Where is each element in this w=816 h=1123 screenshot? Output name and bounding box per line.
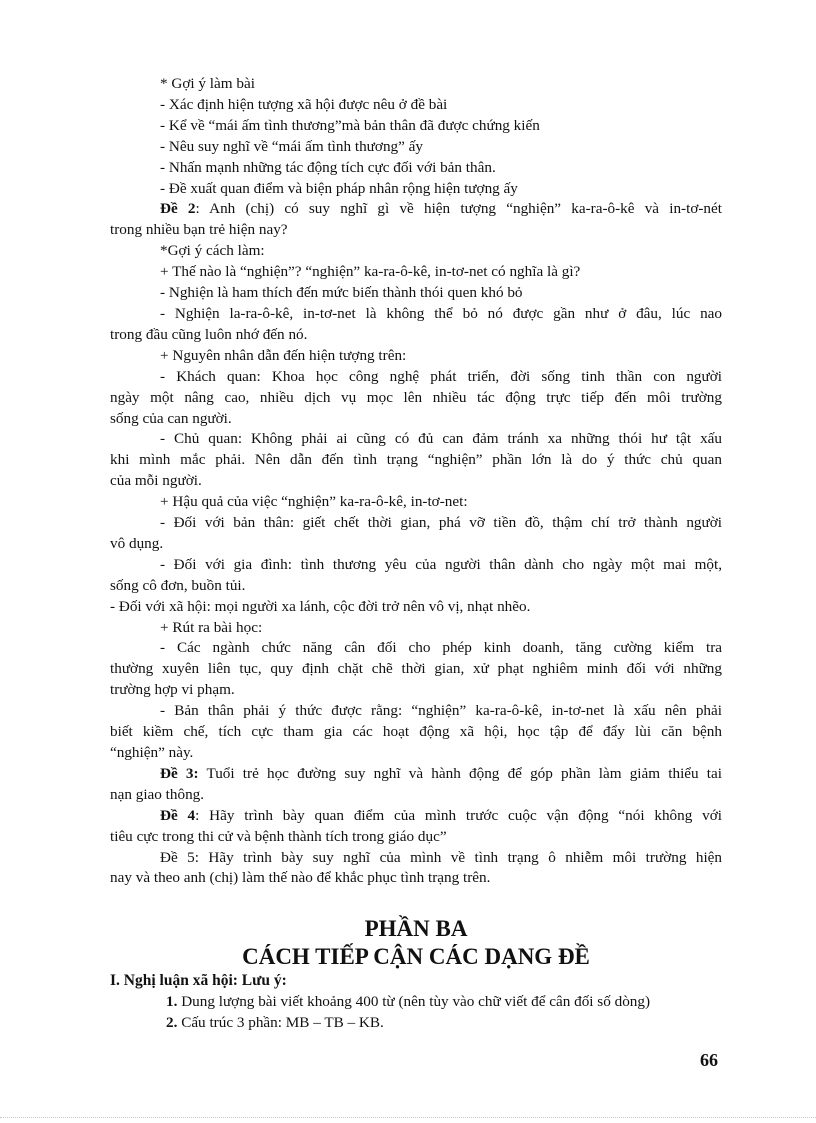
de2-q2: + Nguyên nhân dẫn đến hiện tượng trên:	[160, 346, 407, 364]
hint-line: - Nhấn mạnh những tác động tích cực đối với bản thân.	[160, 158, 496, 176]
de2-q4: + Rút ra bài học:	[160, 618, 263, 636]
de4-question: Đề 4: Hãy trình bày quan điểm của mình trước cuộc vận động “nói không với	[160, 806, 722, 824]
de5-question: Đề 5: Hãy trình bày suy nghĩ của mình về tình trạng ô nhiễm môi trường hiện	[160, 848, 722, 866]
de2-question-cont: trong nhiều bạn trẻ hiện nay?	[110, 221, 288, 239]
de2-c2-cont: khi mình mắc phải. Nên dẫn đến tình trạng “nghiện” phần lớn là do ý thức chủ quan	[110, 451, 722, 469]
de2-c2: - Chủ quan: Không phải ai cũng có đủ can đảm tránh xa những thói hư tật xấu	[160, 430, 722, 448]
section-item-1: 1. Dung lượng bài viết khoảng 400 từ (nên tùy vào chữ viết để cân đối số dòng)	[166, 993, 651, 1011]
de4-label: Đề 4	[160, 806, 196, 824]
de2-h1-cont: vô dụng.	[110, 534, 164, 552]
de2-question: Đề 2: Anh (chị) có suy nghĩ gì về hiện tượng “nghiện” ka-ra-ô-kê và in-tơ-nét	[160, 200, 722, 218]
hint-line: - Xác định hiện tượng xã hội được nêu ở đề bài	[160, 95, 448, 113]
de2-r1-end: trường hợp vi phạm.	[110, 681, 235, 699]
section-item-2: 2. Cấu trúc 3 phần: MB – TB – KB.	[166, 1014, 384, 1032]
de2-r2-end: “nghiện” này.	[110, 744, 194, 761]
de2-c1-end: sống của can người.	[110, 409, 232, 427]
hint-line: - Nêu suy nghĩ về “mái ấm tình thương” ấy	[160, 137, 424, 155]
de2-hint-title: *Gợi ý cách làm:	[160, 242, 265, 260]
de2-d1: - Nghiện là ham thích đến mức biến thành thói quen khó bỏ	[160, 284, 523, 302]
de2-c1-cont: ngày một nâng cao, nhiều dịch vụ mọc lên nhiều tác động trực tiếp đến môi trường	[110, 388, 722, 406]
de2-r2-cont: biết kiềm chế, tích cực tham gia các hoạt động xã hội, học tập để đẩy lùi căn bệnh	[110, 723, 722, 741]
de2-c2-end: của mỗi người.	[110, 472, 202, 490]
de2-r1: - Các ngành chức năng cân đối cho phép kinh doanh, tăng cường kiểm tra	[160, 639, 722, 657]
de2-d2: - Nghiện la-ra-ô-kê, in-tơ-net là không thể bỏ nó được gần như ở đâu, lúc nao	[160, 304, 722, 322]
de2-q3: + Hậu quả của việc “nghiện” ka-ra-ô-kê, in-tơ-net:	[160, 493, 468, 511]
de5-question-cont: nay và theo anh (chị) làm thế nào để khắc phục tình trạng trên.	[110, 869, 491, 887]
de2-h3: - Đối với xã hội: mọi người xa lánh, cộc đời trở nên vô vị, nhạt nhẽo.	[110, 597, 531, 615]
de2-r1-cont: thường xuyên liên tục, quy định chặt chẽ thời gian, xử phạt nghiêm minh đối với những	[110, 660, 722, 678]
hint-heading: * Gợi ý làm bài	[160, 75, 255, 92]
page-bottom-border	[0, 1117, 816, 1118]
hint-line: - Đề xuất quan điểm và biện pháp nhân rộng hiện tượng ấy	[160, 179, 518, 197]
de2-d2-cont: trong đầu cũng luôn nhớ đến nó.	[110, 325, 308, 343]
spacer	[110, 889, 722, 915]
de4-question-cont: tiêu cực trong thi cử và bệnh thành tích trong giáo dục”	[110, 827, 447, 845]
de2-h2: - Đối với gia đình: tình thương yêu của người thân dành cho ngày một mai một,	[160, 555, 722, 573]
de2-r2: - Bản thân phải ý thức được rằng: “nghiện” ka-ra-ô-kê, in-tơ-net là xấu nên phải	[160, 702, 722, 720]
part-subtitle: CÁCH TIẾP CẬN CÁC DẠNG ĐỀ	[242, 944, 590, 970]
de2-c1: - Khách quan: Khoa học công nghệ phát triển, đời sống tinh thần con người	[160, 367, 722, 385]
de2-q1: + Thế nào là “nghiện”? “nghiện” ka-ra-ô-kê, in-tơ-net có nghĩa là gì?	[160, 263, 581, 281]
page-number: 66	[700, 1050, 718, 1070]
de3-question: Đề 3: Tuổi trẻ học đường suy nghĩ và hành động để góp phần làm giảm thiểu tai	[160, 764, 722, 782]
de3-label: Đề 3:	[160, 764, 199, 782]
part-title: PHẦN BA	[364, 916, 468, 942]
de3-question-cont: nạn giao thông.	[110, 785, 205, 803]
section-heading: I. Nghị luận xã hội: Lưu ý:	[110, 972, 287, 990]
de2-h1: - Đối với bản thân: giết chết thời gian, phá vỡ tiền đồ, thậm chí trở thành người	[160, 514, 722, 532]
hint-line: - Kể về “mái ấm tình thương”mà bản thân đã được chứng kiến	[160, 116, 540, 134]
document-page	[110, 74, 722, 1034]
de2-label: Đề 2	[160, 200, 196, 218]
de2-h2-cont: sống cô đơn, buồn tủi.	[110, 576, 246, 594]
